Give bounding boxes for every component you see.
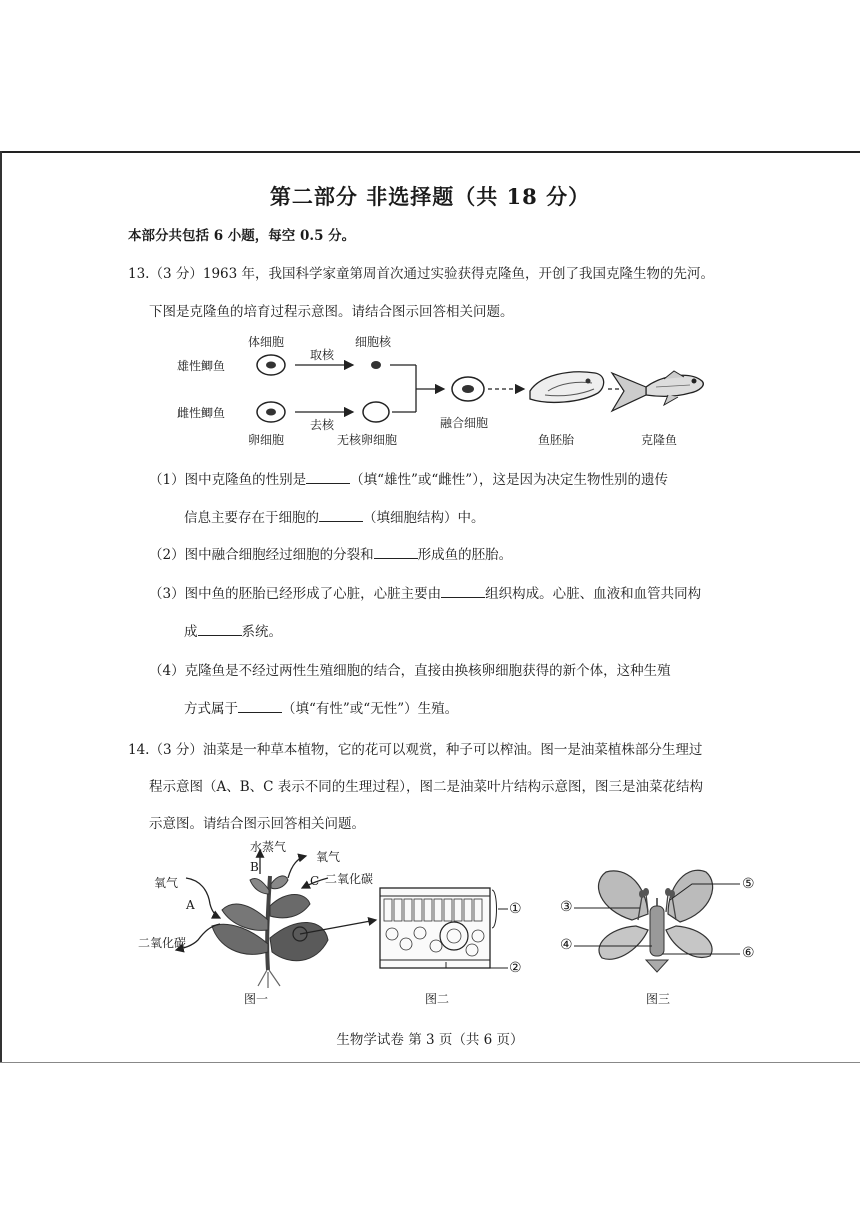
q13-sub2: （2）图中融合细胞经过细胞的分裂和 形成鱼的胚胎。 (149, 547, 513, 563)
label-egg-cell: 卵细胞 (248, 433, 285, 447)
q13-sub4-line1: （4）克隆鱼是不经过两性生殖细胞的结合，直接由换核卵细胞获得的新个体，这种生殖 (149, 663, 671, 679)
fig1-oxygen-top-label: 氧气 (316, 850, 341, 864)
fig1-process-B: B (250, 860, 259, 874)
q14-line1: 14.（3 分）油菜是一种草本植物，它的花可以观赏，种子可以榨油。图一是油菜植株部分生理过 (128, 742, 703, 758)
fish-embryo-shape (530, 372, 604, 403)
q14-line3: 示意图。请结合图示回答相关问题。 (149, 816, 365, 832)
fig1-oxygen-left-label: 氧气 (154, 876, 179, 890)
fig1-co2-left-label: 二氧化碳 (138, 936, 187, 950)
label-remove-nucleus: 去核 (310, 418, 335, 432)
label-take-nucleus: 取核 (310, 348, 335, 362)
answer-blank[interactable] (238, 699, 282, 713)
fig3-mark-3: ③ (560, 899, 573, 915)
answer-blank[interactable] (198, 622, 242, 636)
label-fused-cell: 融合细胞 (440, 416, 489, 430)
fig3-mark-6: ⑥ (742, 945, 755, 961)
label-fish-embryo: 鱼胚胎 (538, 433, 575, 447)
q13-intro-line2: 下图是克隆鱼的培育过程示意图。请结合图示回答相关问题。 (149, 304, 514, 320)
fig2-mark-2: ② (509, 960, 522, 976)
fig3-caption: 图三 (646, 992, 671, 1006)
q13-sub3-line2: 成 系统。 (184, 624, 282, 640)
label-enucleated-egg: 无核卵细胞 (337, 433, 398, 447)
fig3-mark-5: ⑤ (742, 876, 755, 892)
fig1-process-C: C (310, 874, 320, 888)
section-title: 第二部分 非选择题（共 18 分） (269, 184, 591, 209)
label-nucleus: 细胞核 (355, 335, 392, 349)
top-border-rule (0, 151, 860, 153)
label-male-fish: 雄性鲫鱼 (177, 359, 226, 373)
answer-blank[interactable] (441, 584, 485, 598)
answer-blank[interactable] (306, 470, 350, 484)
fig2-caption: 图二 (425, 992, 450, 1006)
fig1-caption: 图一 (244, 992, 269, 1006)
q13-intro-line1: 13.（3 分）1963 年，我国科学家童第周首次通过实验获得克隆鱼，开创了我国克隆生物的先河。 (128, 266, 714, 282)
fig1-water-vapor-label: 水蒸气 (250, 840, 287, 854)
fig2-mark-1: ① (509, 901, 522, 917)
label-somatic-cell: 体细胞 (248, 335, 285, 349)
left-border-rule (0, 151, 2, 1063)
figure3-flower-structure (556, 862, 756, 980)
q13-sub1-line1: （1）图中克隆鱼的性别是 （填“雄性”或“雌性”），这是因为决定生物性别的遗传 (149, 472, 668, 488)
q13-sub4-line2: 方式属于 （填“有性”或“无性”）生殖。 (184, 701, 459, 717)
fig1-co2-right-label: 二氧化碳 (325, 872, 374, 886)
answer-blank[interactable] (374, 545, 418, 559)
page-footer: 生物学试卷 第 3 页（共 6 页） (336, 1032, 524, 1048)
q13-sub3-line1: （3）图中鱼的胚胎已经形成了心脏，心脏主要由 组织构成。心脏、血液和血管共同构 (149, 586, 702, 602)
enucleated-egg-shape (363, 402, 389, 422)
answer-blank[interactable] (319, 508, 363, 522)
q14-line2: 程示意图（A、B、C 表示不同的生理过程），图二是油菜叶片结构示意图，图三是油菜花结构 (149, 779, 704, 795)
q13-sub1-line2: 信息主要存在于细胞的 （填细胞结构）中。 (184, 510, 485, 526)
figure2-leaf-section (296, 878, 536, 978)
label-clone-fish: 克隆鱼 (641, 433, 678, 447)
fig1-process-A: A (186, 898, 195, 912)
label-female-fish: 雌性鲫鱼 (177, 406, 226, 420)
bottom-border-rule (0, 1062, 860, 1063)
clone-fish-shape (612, 371, 703, 411)
clone-fish-diagram (0, 325, 860, 455)
nucleus-shape (371, 361, 381, 369)
fig3-mark-4: ④ (560, 937, 573, 953)
section-instruction: 本部分共包括 6 小题，每空 0.5 分。 (128, 228, 356, 244)
